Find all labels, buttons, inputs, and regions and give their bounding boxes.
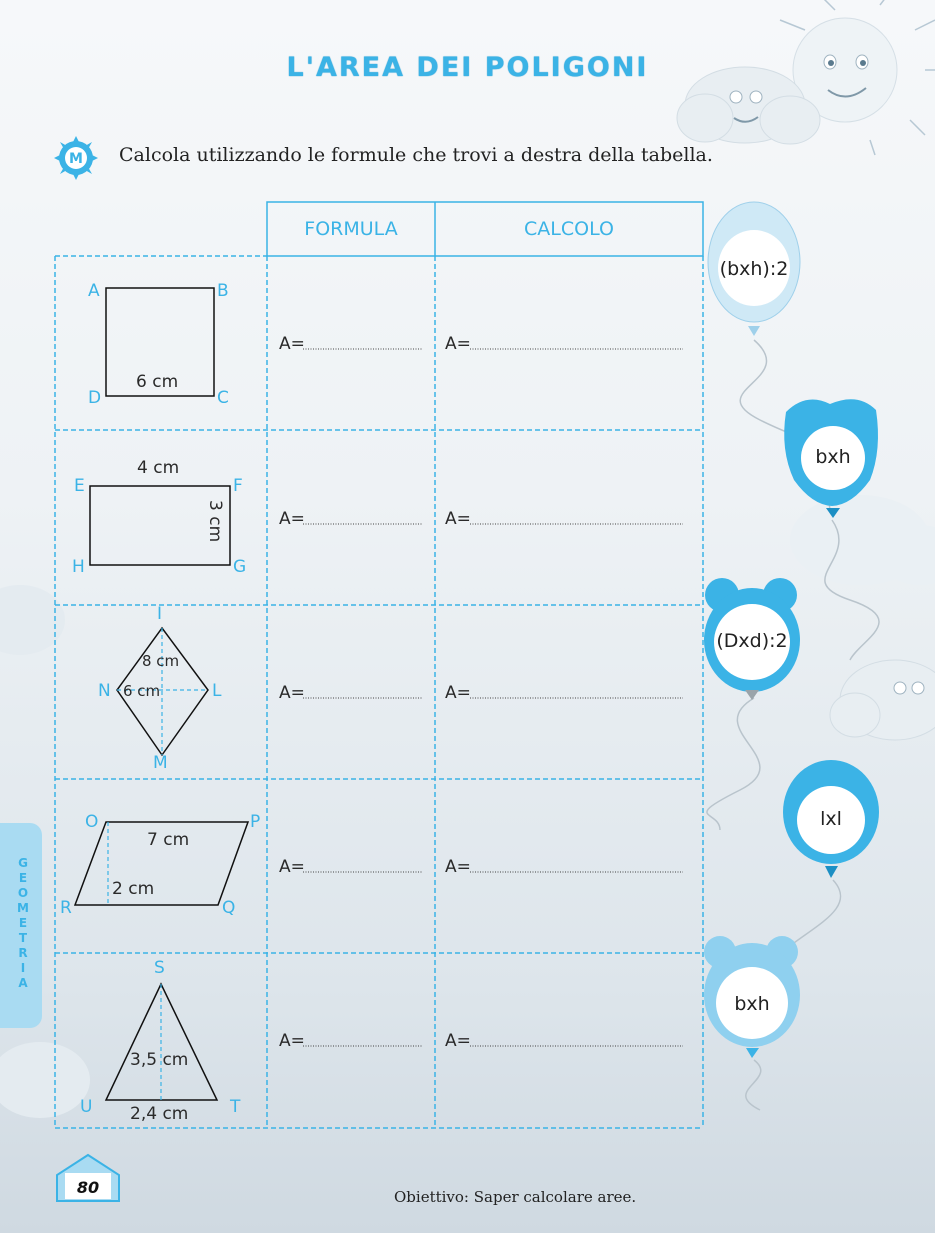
vertex-label: D [88,388,102,408]
formula-answer-field[interactable]: A= [279,1031,305,1051]
vertex-label: A [88,281,100,301]
calc-answer-field[interactable]: A= [445,334,471,354]
measure-label: 2 cm [112,879,155,899]
header-formula: FORMULA [304,218,398,240]
vertex-label: C [217,388,229,408]
vertex-label: E [74,476,85,496]
balloon-formula: bxh [815,446,851,468]
objective-text: Obiettivo: Saper calcolare aree. [394,1188,637,1206]
measure-label: 4 cm [137,458,180,478]
measure-label: 7 cm [147,830,190,850]
instruction-text: Calcola utilizzando le formule che trovi a destra della tabella. [119,144,713,166]
vertex-label: Q [222,898,236,918]
formula-answer-field[interactable]: A= [279,683,305,703]
vertex-label: L [212,681,222,701]
vertex-label: I [157,604,163,624]
balloon-formula: bxh [734,993,770,1015]
vertex-label: S [154,958,165,978]
calc-answer-field[interactable]: A= [445,857,471,877]
measure-label: 3 cm [205,500,225,543]
vertex-label: B [217,281,229,301]
formula-answer-field[interactable]: A= [279,857,305,877]
vertex-label: F [233,476,243,496]
header-calcolo: CALCOLO [524,218,614,240]
measure-label: 3,5 cm [130,1050,189,1070]
vertex-label: P [250,812,261,832]
measure-label: 2,4 cm [130,1104,189,1124]
page-number: 80 [76,1178,100,1197]
measure-label: 6 cm [136,372,179,392]
vertex-label: U [80,1097,93,1117]
vertex-label: H [72,557,85,577]
balloon-formula: (Dxd):2 [716,630,788,652]
calc-answer-field[interactable]: A= [445,509,471,529]
vertex-label: R [60,898,72,918]
calc-answer-field[interactable]: A= [445,683,471,703]
vertex-label: G [233,557,247,577]
measure-label: 6 cm [123,682,161,700]
measure-label: 8 cm [142,652,180,670]
svg-text:M: M [69,151,83,167]
formula-answer-field[interactable]: A= [279,509,305,529]
formula-answer-field[interactable]: A= [279,334,305,354]
vertex-label: T [230,1097,241,1117]
section-tab-label: G E O M E T R I A [17,856,29,990]
calc-answer-field[interactable]: A= [445,1031,471,1051]
page-title: L'AREA DEI POLIGONI [286,52,649,83]
balloon-formula: (bxh):2 [719,258,789,280]
vertex-label: N [98,681,111,701]
vertex-label: O [85,812,99,832]
balloon-formula: lxl [820,808,842,830]
vertex-label: M [153,753,168,773]
